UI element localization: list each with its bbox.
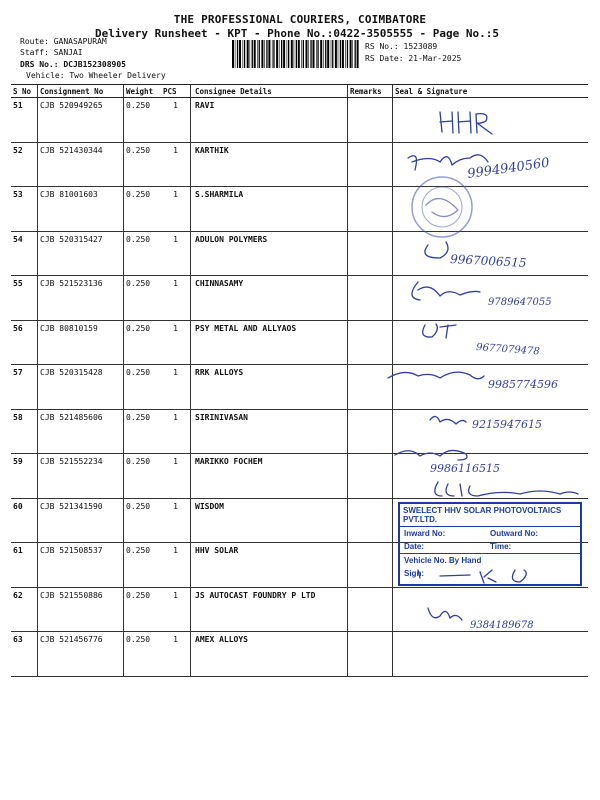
row-sno: 56 bbox=[11, 320, 38, 365]
row-weight: 0.250 bbox=[124, 187, 162, 232]
row-signature-cell bbox=[393, 409, 589, 454]
stamp-company-name: SWELECT HHV SOLAR PHOTOVOLTAICS PVT.LTD. bbox=[400, 504, 580, 527]
stamp-outward-label: Outward No: bbox=[490, 529, 538, 538]
table-row bbox=[11, 454, 588, 499]
table-row bbox=[11, 231, 588, 276]
row-sno: 59 bbox=[11, 454, 38, 499]
row-consignment-no: CJB 521550886 bbox=[38, 587, 124, 632]
row-consignee: ADULON POLYMERS bbox=[191, 231, 348, 276]
row-pcs: 1 bbox=[161, 454, 191, 499]
row-remarks bbox=[348, 276, 393, 321]
row-pcs: 1 bbox=[161, 142, 191, 187]
table-row bbox=[11, 632, 588, 677]
handwritten-phone-58: 9215947615 bbox=[472, 418, 542, 431]
row-consignee: S.SHARMILA bbox=[191, 187, 348, 232]
handwritten-phone-56: 9677079478 bbox=[475, 342, 541, 358]
row-sno: 53 bbox=[11, 187, 38, 232]
row-weight: 0.250 bbox=[124, 587, 162, 632]
row-remarks bbox=[348, 543, 393, 588]
row-signature-cell bbox=[393, 142, 589, 187]
stamp-row-inward bbox=[400, 527, 580, 540]
row-remarks bbox=[348, 454, 393, 499]
row-remarks bbox=[348, 320, 393, 365]
row-pcs: 1 bbox=[161, 409, 191, 454]
company-stamp bbox=[398, 502, 582, 586]
row-weight: 0.250 bbox=[124, 320, 162, 365]
table-row bbox=[11, 587, 588, 632]
row-remarks bbox=[348, 231, 393, 276]
row-sno: 51 bbox=[11, 98, 38, 143]
row-remarks bbox=[348, 498, 393, 543]
row-sno: 62 bbox=[11, 587, 38, 632]
row-remarks bbox=[348, 409, 393, 454]
row-pcs: 1 bbox=[161, 543, 191, 588]
stamp-row-date bbox=[400, 540, 580, 553]
row-sno: 63 bbox=[11, 632, 38, 677]
row-pcs: 1 bbox=[161, 187, 191, 232]
handwritten-phone-54: 9967006515 bbox=[449, 252, 527, 270]
table-row bbox=[11, 320, 588, 365]
row-sno: 60 bbox=[11, 498, 38, 543]
row-remarks bbox=[348, 187, 393, 232]
row-sno: 61 bbox=[11, 543, 38, 588]
col-remarks: Remarks bbox=[348, 85, 393, 98]
col-signature: Seal & Signature bbox=[393, 85, 589, 98]
barcode-image bbox=[232, 40, 360, 68]
row-remarks bbox=[348, 142, 393, 187]
row-pcs: 1 bbox=[161, 587, 191, 632]
table-row bbox=[11, 187, 588, 232]
row-pcs: 1 bbox=[161, 498, 191, 543]
row-weight: 0.250 bbox=[124, 454, 162, 499]
col-details: Consignee Details bbox=[191, 85, 348, 98]
row-consignment-no: CJB 521456776 bbox=[38, 632, 124, 677]
row-signature-cell bbox=[393, 454, 589, 499]
table-row bbox=[11, 276, 588, 321]
row-pcs: 1 bbox=[161, 365, 191, 410]
row-signature-cell bbox=[393, 320, 589, 365]
handwritten-phone-52: 9994940560 bbox=[466, 155, 551, 182]
row-consignee: RRK ALLOYS bbox=[191, 365, 348, 410]
col-consignment: Consignment No bbox=[38, 85, 124, 98]
col-sno: S No bbox=[11, 85, 38, 98]
row-remarks bbox=[348, 365, 393, 410]
row-pcs: 1 bbox=[161, 632, 191, 677]
handwritten-phone-63: 9384189678 bbox=[470, 620, 534, 631]
row-pcs: 1 bbox=[161, 231, 191, 276]
row-consignee: JS AUTOCAST FOUNDRY P LTD bbox=[191, 587, 348, 632]
row-consignee: CHINNASAMY bbox=[191, 276, 348, 321]
row-weight: 0.250 bbox=[124, 98, 162, 143]
row-signature-cell bbox=[393, 276, 589, 321]
stamp-vehicle-label: Vehicle No. By Hand bbox=[400, 553, 580, 567]
row-consignee: PSY METAL AND ALLYAOS bbox=[191, 320, 348, 365]
row-consignee: WISDOM bbox=[191, 498, 348, 543]
row-sno: 57 bbox=[11, 365, 38, 410]
row-sno: 55 bbox=[11, 276, 38, 321]
row-weight: 0.250 bbox=[124, 543, 162, 588]
stamp-date-label: Date: bbox=[404, 542, 425, 551]
row-pcs: 1 bbox=[161, 276, 191, 321]
table-row bbox=[11, 98, 588, 143]
row-weight: 0.250 bbox=[124, 231, 162, 276]
row-weight: 0.250 bbox=[124, 365, 162, 410]
row-consignee: RAVI bbox=[191, 98, 348, 143]
row-consignment-no: CJB 521552234 bbox=[38, 454, 124, 499]
row-consignee: HHV SOLAR bbox=[191, 543, 348, 588]
col-weight: Weight bbox=[124, 85, 162, 98]
table-header-row bbox=[11, 85, 588, 98]
row-weight: 0.250 bbox=[124, 498, 162, 543]
vehicle-label: Vehicle: Two Wheeler Delivery bbox=[26, 71, 166, 80]
col-pcs: PCS bbox=[161, 85, 191, 98]
stamp-time-label: Time: bbox=[490, 542, 512, 551]
row-pcs: 1 bbox=[161, 98, 191, 143]
row-remarks bbox=[348, 587, 393, 632]
rs-date: RS Date: 21-Mar-2025 bbox=[365, 54, 462, 63]
row-weight: 0.250 bbox=[124, 632, 162, 677]
row-remarks bbox=[348, 632, 393, 677]
row-signature-cell bbox=[393, 98, 589, 143]
row-remarks bbox=[348, 98, 393, 143]
row-consignment-no: CJB 81001603 bbox=[38, 187, 124, 232]
runsheet-subtitle: Delivery Runsheet - KPT - Phone No.:0422-3505555 - Page No.:5 bbox=[95, 27, 499, 40]
table-row bbox=[11, 142, 588, 187]
row-consignment-no: CJB 521341590 bbox=[38, 498, 124, 543]
staff-label: Staff: SANJAI bbox=[20, 48, 83, 57]
row-signature-cell bbox=[393, 231, 589, 276]
stamp-inward-label: Inward No: bbox=[404, 529, 446, 538]
row-consignment-no: CJB 521430344 bbox=[38, 142, 124, 187]
row-weight: 0.250 bbox=[124, 142, 162, 187]
rs-number: RS No.: 1523089 bbox=[365, 42, 438, 51]
handwritten-phone-59: 9986116515 bbox=[430, 462, 500, 475]
row-consignment-no: CJB 80810159 bbox=[38, 320, 124, 365]
row-signature-cell bbox=[393, 632, 589, 677]
row-sno: 52 bbox=[11, 142, 38, 187]
table-row bbox=[11, 409, 588, 454]
row-consignee: AMEX ALLOYS bbox=[191, 632, 348, 677]
row-sno: 54 bbox=[11, 231, 38, 276]
runsheet-table bbox=[11, 84, 588, 677]
row-pcs: 1 bbox=[161, 320, 191, 365]
route-label: Route: GANASAPURAM bbox=[20, 37, 107, 46]
row-consignee: SIRINIVASAN bbox=[191, 409, 348, 454]
row-consignee: KARTHIK bbox=[191, 142, 348, 187]
row-consignment-no: CJB 521485606 bbox=[38, 409, 124, 454]
stamp-sign-label: Sign: bbox=[404, 569, 424, 578]
row-weight: 0.250 bbox=[124, 276, 162, 321]
row-consignee: MARIKKO FOCHEM bbox=[191, 454, 348, 499]
row-signature-cell bbox=[393, 365, 589, 410]
handwritten-phone-55: 9789647055 bbox=[488, 297, 552, 308]
drs-number: DRS No.: DCJB152308905 bbox=[20, 60, 126, 69]
row-consignment-no: CJB 521508537 bbox=[38, 543, 124, 588]
row-consignment-no: CJB 520949265 bbox=[38, 98, 124, 143]
row-signature-cell bbox=[393, 187, 589, 232]
table-row bbox=[11, 365, 588, 410]
row-consignment-no: CJB 520315428 bbox=[38, 365, 124, 410]
row-sno: 58 bbox=[11, 409, 38, 454]
company-title: THE PROFESSIONAL COURIERS, COIMBATORE bbox=[173, 13, 427, 26]
row-weight: 0.250 bbox=[124, 409, 162, 454]
row-consignment-no: CJB 521523136 bbox=[38, 276, 124, 321]
row-consignment-no: CJB 520315427 bbox=[38, 231, 124, 276]
handwritten-phone-57: 9985774596 bbox=[488, 378, 558, 391]
row-signature-cell bbox=[393, 587, 589, 632]
